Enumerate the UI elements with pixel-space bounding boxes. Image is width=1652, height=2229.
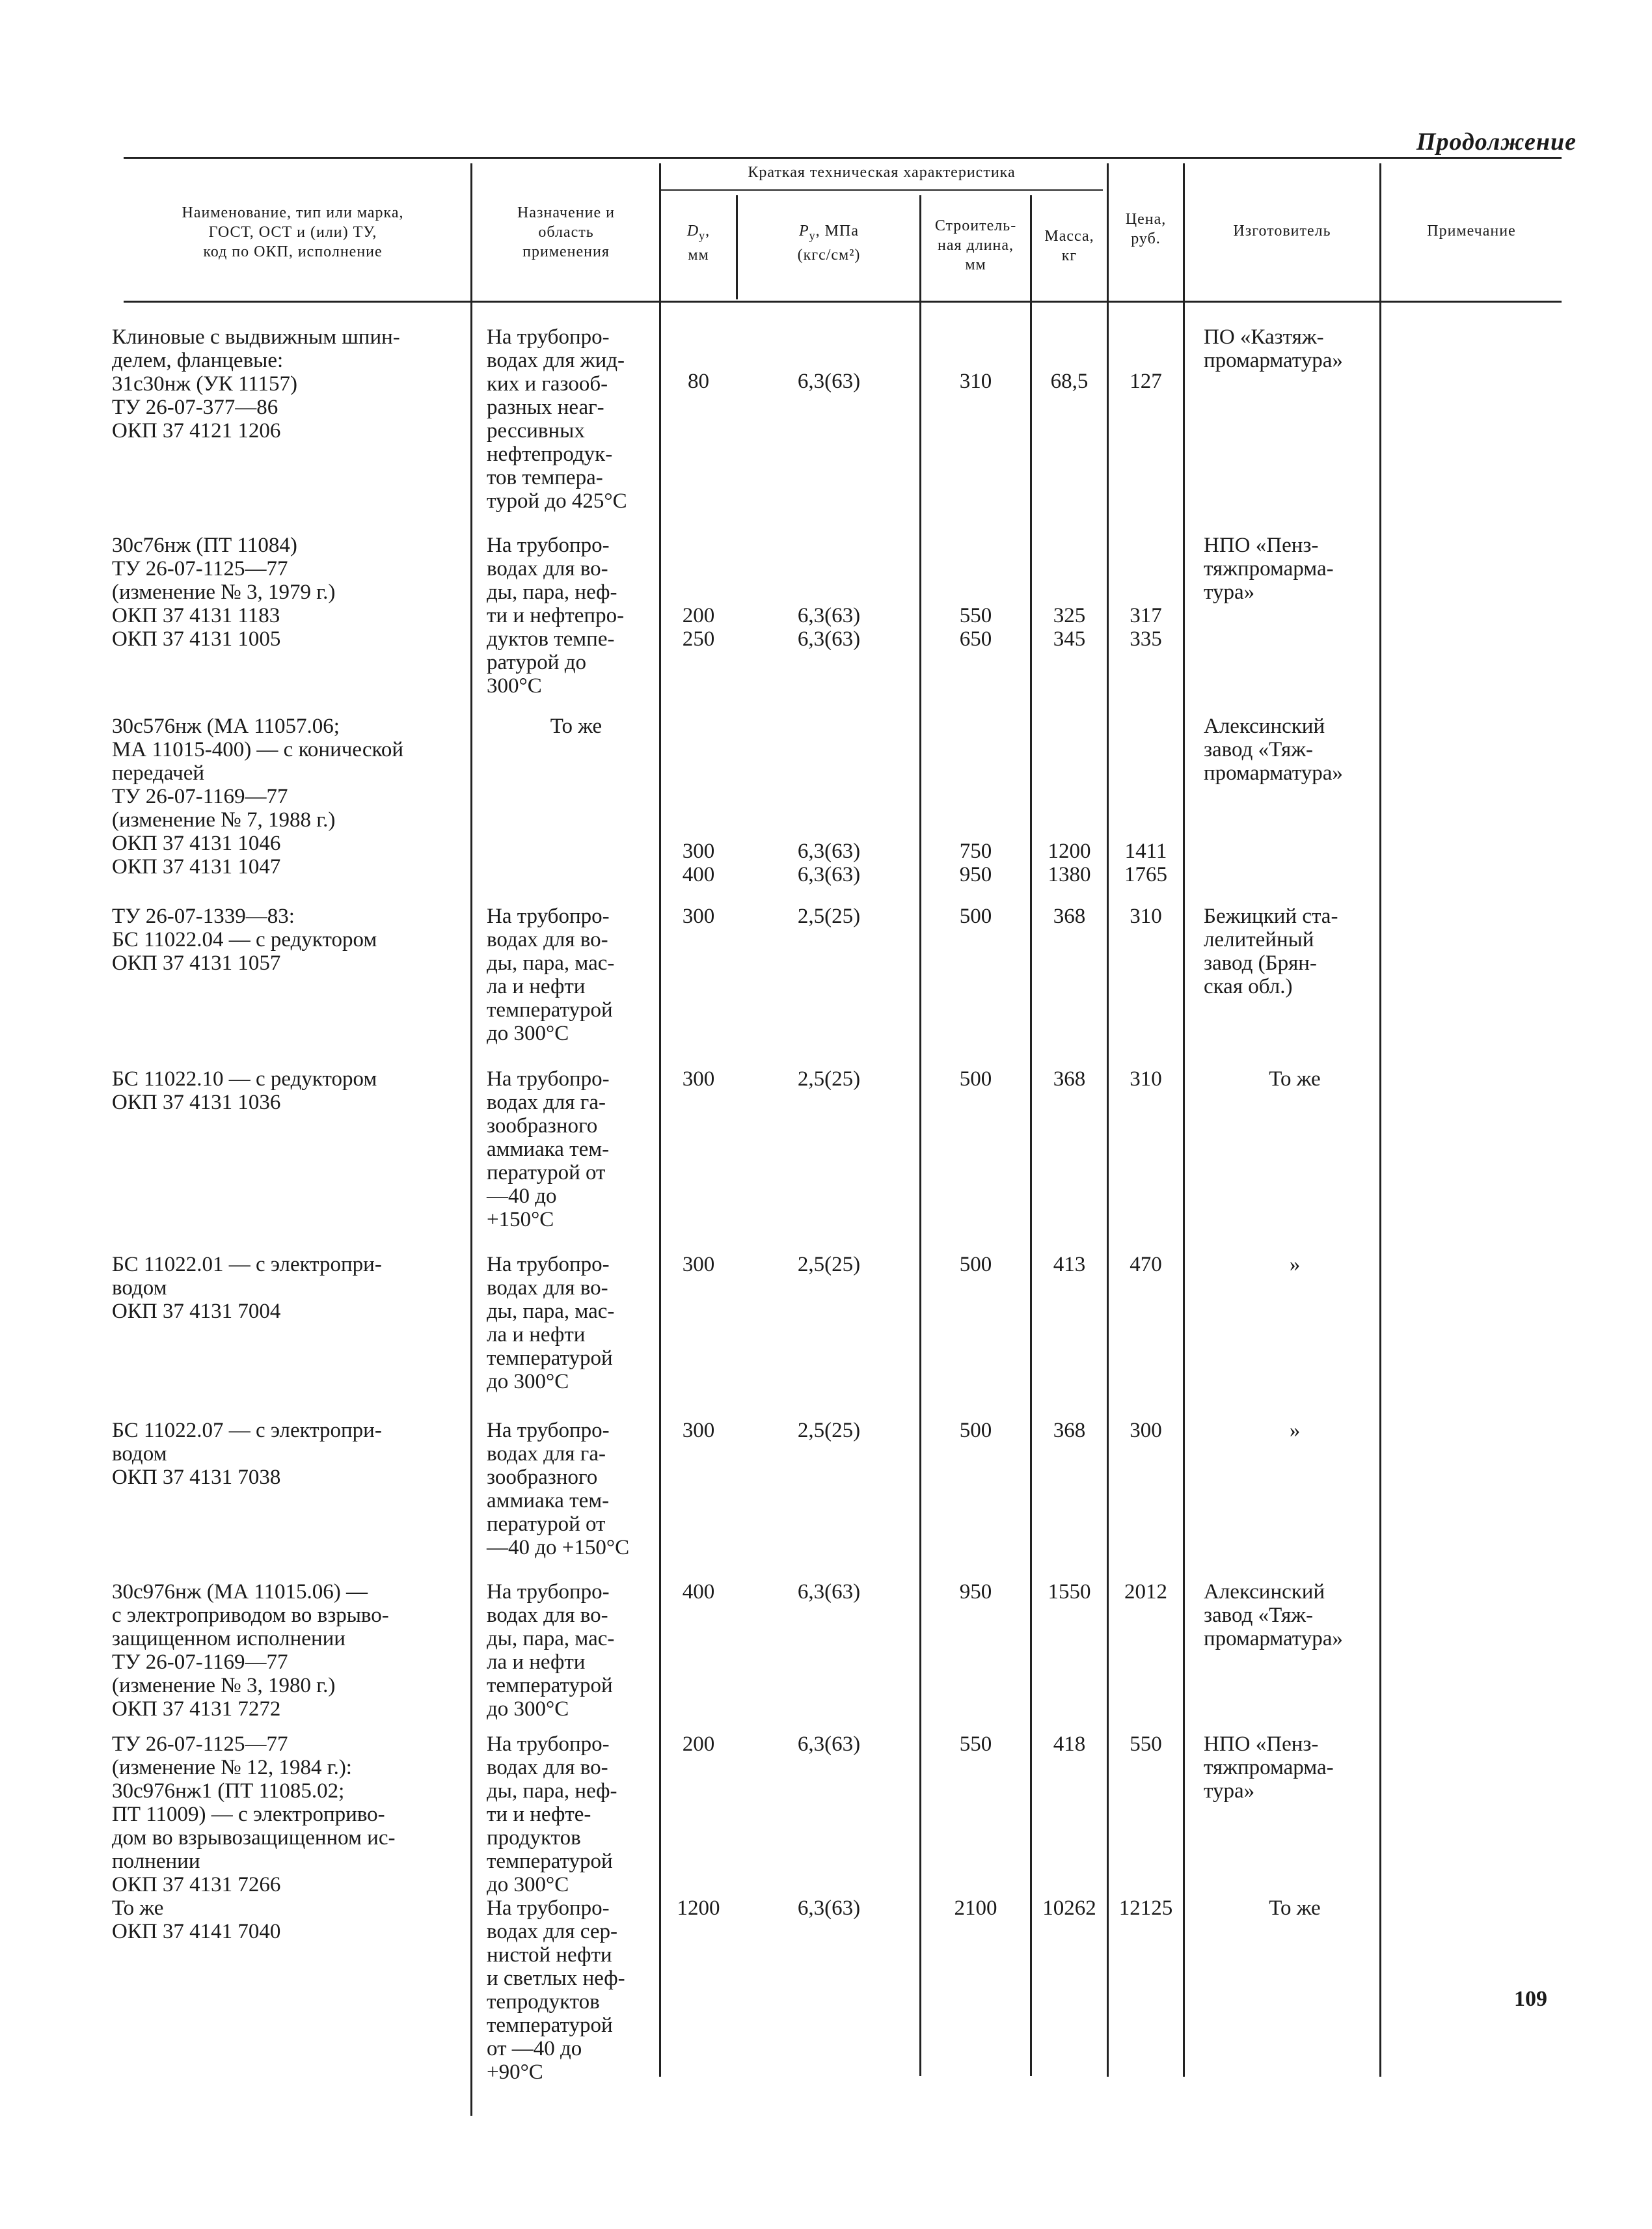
row-9-py: 6,3(63) [797, 1732, 861, 1756]
row-10-maker: То же [1269, 1896, 1321, 1920]
row-5-name: БС 11022.10 — с редуктором ОКП 37 4131 1036 [112, 1067, 377, 1114]
header-name: Наименование, тип или марка, ГОСТ, ОСТ и (или) ТУ, код по ОКП, исполнение [182, 204, 404, 260]
column-divider-5 [1030, 195, 1032, 2076]
row-1-name: Клиновые с выдвижным шпин- делем, фланцевые: 31с30нж (УК 11157) ТУ 26-07-377—86 ОКП 37 4121 1206 [112, 325, 400, 443]
row-10-purpose: На трубопро- водах для сер- нистой нефти и светлых неф- тепродуктов температурой от —40 до +90°С [487, 1896, 625, 2084]
row-10-price: 12125 [1118, 1896, 1173, 1920]
row-9-maker: НПО «Пенз- тяжпромарма- тура» [1204, 1732, 1334, 1803]
row-7-mass: 368 [1053, 1419, 1086, 1442]
row-2-name: 30с76нж (ПТ 11084) ТУ 26-07-1125—77 (изменение № 3, 1979 г.) ОКП 37 4131 1183 ОКП 37 4131 1005 [112, 534, 336, 651]
row-8-py: 6,3(63) [797, 1580, 861, 1604]
row-5-py: 2,5(25) [797, 1067, 861, 1091]
row-4-purpose: На трубопро- водах для во- ды, пара, мас- ла и нефти температурой до 300°С [487, 905, 615, 1045]
row-9-name: ТУ 26-07-1125—77 (изменение № 12, 1984 г.): 30с976нж1 (ПТ 11085.02; ПТ 11009) — с электроприво- дом во взрывозащищенном ис- полнении ОКП 37 4131 7266 [112, 1732, 396, 1896]
header-length: Строитель- ная длина, мм [934, 217, 1017, 273]
row-2-maker: НПО «Пенз- тяжпромарма- тура» [1204, 534, 1334, 604]
tech-group-rule [660, 189, 1103, 191]
row-2-purpose: На трубопро- водах для во- ды, пара, неф- ти и нефтепро- дуктов темпе- ратурой до 300°С [487, 534, 625, 698]
row-3-length: 750 950 [959, 840, 992, 886]
row-10-py: 6,3(63) [797, 1896, 861, 1920]
row-7-maker: » [1289, 1419, 1301, 1442]
column-divider-6 [1107, 163, 1109, 2077]
row-3-name: 30с576нж (МА 11057.06; МА 11015-400) — с конической передачей ТУ 26-07-1169—77 (изменение № 7, 1988 г.) ОКП 37 4131 1046 ОКП 37 4131 1047 [112, 715, 403, 879]
row-6-dy: 300 [682, 1253, 715, 1276]
row-4-length: 500 [959, 905, 992, 928]
row-10-dy: 1200 [677, 1896, 720, 1920]
header-note: Примечание [1427, 223, 1516, 239]
row-1-dy: 80 [688, 370, 709, 393]
column-divider-4 [919, 195, 921, 2076]
row-3-price: 1411 1765 [1124, 840, 1167, 886]
header-py: $P_у$, МПа (кгс/см²) [797, 223, 861, 264]
row-9-dy: 200 [682, 1732, 715, 1756]
row-6-length: 500 [959, 1253, 992, 1276]
row-1-purpose: На трубопро- водах для жид- ких и газооб- разных неаг- рессивных нефтепродук- тов темпера- турой до 425°С [487, 325, 627, 513]
row-2-dy: 200 250 [682, 604, 715, 651]
row-3-dy: 300 400 [682, 840, 715, 886]
row-3-maker: Алексинский завод «Тяж- промарматура» [1204, 715, 1343, 785]
row-10-mass: 10262 [1042, 1896, 1096, 1920]
row-3-purpose: То же [550, 715, 603, 738]
header-tech-group: Краткая техническая характеристика [748, 164, 1016, 181]
row-8-mass: 1550 [1048, 1580, 1091, 1604]
row-8-maker: Алексинский завод «Тяж- промарматура» [1204, 1580, 1343, 1650]
row-1-maker: ПО «Казтяж- промарматура» [1204, 325, 1343, 372]
row-3-mass: 1200 1380 [1048, 840, 1091, 886]
row-5-maker: То же [1269, 1067, 1321, 1091]
row-4-name: ТУ 26-07-1339—83: БС 11022.04 — с редуктором ОКП 37 4131 1057 [112, 905, 377, 975]
row-6-purpose: На трубопро- водах для во- ды, пара, мас- ла и нефти температурой до 300°С [487, 1253, 615, 1393]
row-5-length: 500 [959, 1067, 992, 1091]
row-9-length: 550 [959, 1732, 992, 1756]
row-4-dy: 300 [682, 905, 715, 928]
row-9-mass: 418 [1053, 1732, 1086, 1756]
row-5-dy: 300 [682, 1067, 715, 1091]
row-9-price: 550 [1130, 1732, 1162, 1756]
row-6-mass: 413 [1053, 1253, 1086, 1276]
row-4-price: 310 [1130, 905, 1162, 928]
row-1-length: 310 [959, 370, 992, 393]
row-4-maker: Бежицкий ста- лелитейный завод (Брян- ская обл.) [1204, 905, 1338, 998]
row-6-maker: » [1289, 1253, 1301, 1276]
header-mass: Масса, кг [1044, 228, 1094, 264]
row-2-length: 550 650 [959, 604, 992, 651]
row-2-price: 317 335 [1130, 604, 1162, 651]
continuation-label: Продолжение [1416, 128, 1577, 156]
header-maker: Изготовитель [1233, 223, 1331, 239]
page-number: 109 [1514, 1987, 1547, 2011]
row-10-length: 2100 [954, 1896, 997, 1920]
row-1-py: 6,3(63) [797, 370, 861, 393]
row-4-mass: 368 [1053, 905, 1086, 928]
row-1-mass: 68,5 [1050, 370, 1089, 393]
row-7-length: 500 [959, 1419, 992, 1442]
header-bottom-rule [124, 301, 1562, 303]
row-4-py: 2,5(25) [797, 905, 861, 928]
row-7-dy: 300 [682, 1419, 715, 1442]
row-7-py: 2,5(25) [797, 1419, 861, 1442]
row-2-mass: 325 345 [1053, 604, 1086, 651]
row-5-price: 310 [1130, 1067, 1162, 1091]
table-top-rule [124, 157, 1562, 159]
row-5-mass: 368 [1053, 1067, 1086, 1091]
row-5-purpose: На трубопро- водах для га- зообразного аммиака тем- пературой от —40 до +150°С [487, 1067, 610, 1231]
row-8-dy: 400 [682, 1580, 715, 1604]
row-8-purpose: На трубопро- водах для во- ды, пара, мас- ла и нефти температурой до 300°С [487, 1580, 615, 1721]
row-8-name: 30с976нж (МА 11015.06) — с электроприводом во взрыво- защищенном исполнении ТУ 26-07-1169—77 (изменение № 3, 1980 г.) ОКП 37 4131 7272 [112, 1580, 389, 1721]
row-6-py: 2,5(25) [797, 1253, 861, 1276]
row-10-name: То же ОКП 37 4141 7040 [112, 1896, 281, 1943]
row-9-purpose: На трубопро- водах для во- ды, пара, неф- ти и нефте- продуктов температурой до 300°С [487, 1732, 617, 1896]
row-8-length: 950 [959, 1580, 992, 1604]
row-7-price: 300 [1130, 1419, 1162, 1442]
row-2-py: 6,3(63) 6,3(63) [797, 604, 861, 651]
row-1-price: 127 [1130, 370, 1162, 393]
row-3-py: 6,3(63) 6,3(63) [797, 840, 861, 886]
row-8-price: 2012 [1124, 1580, 1167, 1604]
header-price: Цена, руб. [1125, 211, 1167, 247]
row-7-purpose: На трубопро- водах для га- зообразного аммиака тем- пературой от —40 до +150°С [487, 1419, 630, 1559]
row-7-name: БС 11022.07 — с электропри- водом ОКП 37 4131 7038 [112, 1419, 382, 1489]
header-dy: $D_у$, мм [686, 223, 711, 264]
column-divider-7 [1183, 163, 1185, 2077]
row-6-price: 470 [1130, 1253, 1162, 1276]
header-purpose: Назначение и область применения [517, 204, 615, 260]
row-6-name: БС 11022.01 — с электропри- водом ОКП 37 4131 7004 [112, 1253, 382, 1323]
